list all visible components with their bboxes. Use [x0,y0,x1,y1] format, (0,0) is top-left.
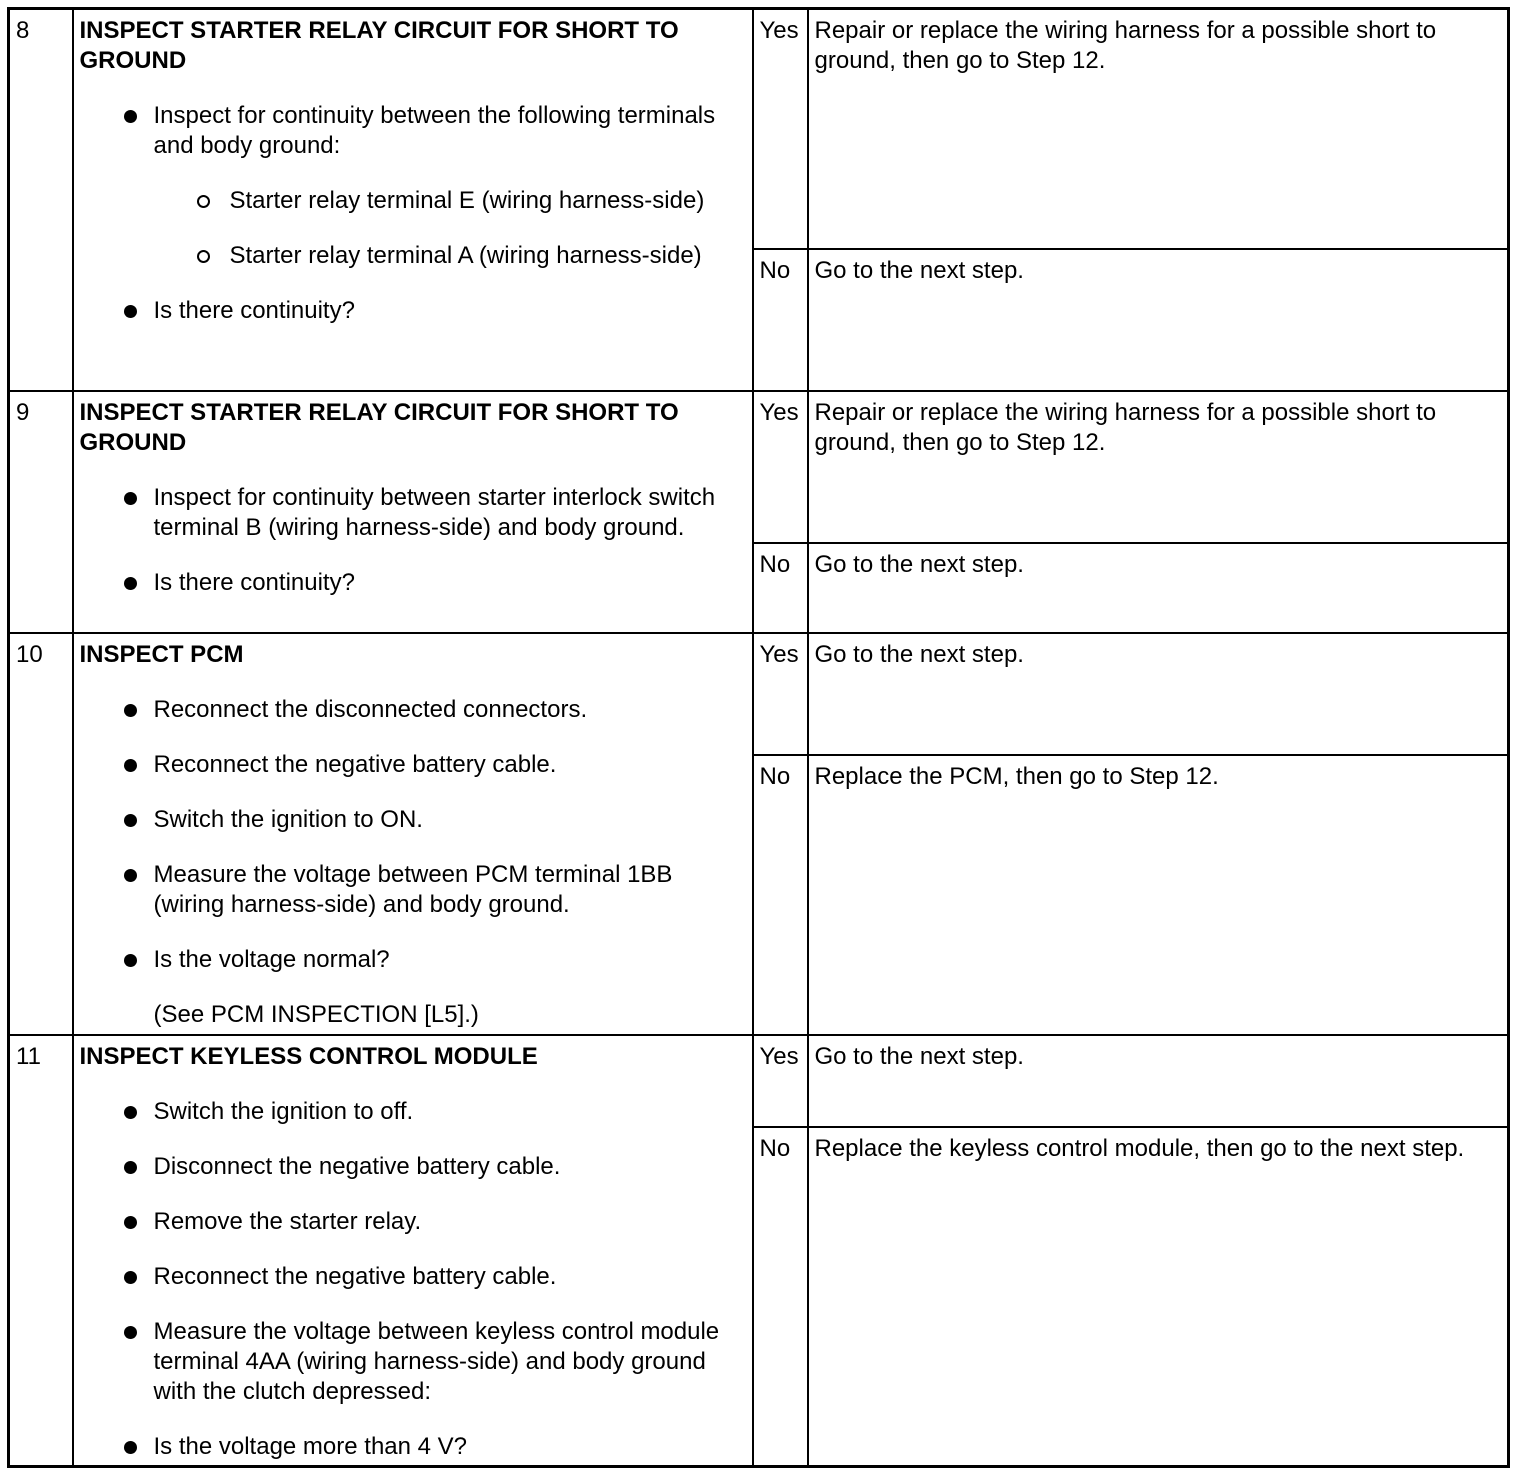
sub-bullet-item: Starter relay terminal A (wiring harness-side) [230,241,746,271]
step-title: INSPECT STARTER RELAY CIRCUIT FOR SHORT TO GROUND [79,398,679,456]
step-action [73,633,753,1035]
step-action [73,391,753,633]
bullet-item: Measure the voltage between keyless control module terminal 4AA (wiring harness-side) and body ground with the clutch depressed: [154,1317,746,1407]
no-result: Replace the keyless control module, then go to the next step. [808,1127,1509,1467]
step-action [73,9,753,391]
yes-result: Repair or replace the wiring harness for a possible short to ground, then go to Step 12. [808,391,1509,543]
step-number: 9 [9,391,73,633]
bullet-item: Measure the voltage between PCM terminal 1BB (wiring harness-side) and body ground. [154,860,746,920]
reference-note: (See PCM INSPECTION [L5].) [153,1000,479,1028]
table-row [9,633,1509,755]
yes-result: Go to the next step. [808,1035,1509,1127]
sub-bullet-item: Starter relay terminal E (wiring harness-side) [230,186,746,216]
no-result: Replace the PCM, then go to Step 12. [808,755,1509,1035]
yes-label: Yes [753,391,808,543]
yes-label: Yes [753,9,808,249]
yes-label: Yes [753,1035,808,1127]
bullet-item: Is the voltage normal? [154,945,746,975]
bullet-item: Remove the starter relay. [154,1207,746,1237]
bullet-list [80,101,746,326]
bullet-item: Switch the ignition to ON. [154,805,746,835]
yes-result: Repair or replace the wiring harness for a possible short to ground, then go to Step 12. [808,9,1509,249]
bullet-item: Is there continuity? [154,296,746,326]
bullet-item: Disconnect the negative battery cable. [154,1152,746,1182]
bullet-item: Is the voltage more than 4 V? [154,1432,746,1462]
step-title: INSPECT PCM [79,640,244,668]
bullet-list [80,483,746,598]
step-title: INSPECT KEYLESS CONTROL MODULE [79,1042,538,1070]
sub-bullet-list [154,186,746,271]
bullet-item: Is there continuity? [154,568,746,598]
no-label: No [753,543,808,633]
step-number: 10 [9,633,73,1035]
bullet-item: Inspect for continuity between the following terminals and body ground: Starter relay terminal E (wiring harness-side) Starter relay terminal A (wiring harness-side) [154,101,746,271]
no-result: Go to the next step. [808,543,1509,633]
bullet-item: Reconnect the negative battery cable. [154,1262,746,1292]
bullet-item: Switch the ignition to off. [154,1097,746,1127]
table-row [9,1035,1509,1127]
no-result: Go to the next step. [808,249,1509,391]
bullet-list [80,695,746,975]
bullet-item: Reconnect the disconnected connectors. [154,695,746,725]
diagnostic-table [7,7,1510,1468]
table-row [9,9,1509,249]
no-label: No [753,755,808,1035]
step-title: INSPECT STARTER RELAY CIRCUIT FOR SHORT TO GROUND [79,17,679,74]
yes-label: Yes [753,633,808,755]
step-number: 11 [9,1035,73,1467]
step-number: 8 [9,9,73,391]
bullet-item: Reconnect the negative battery cable. [154,750,746,780]
table-row [9,391,1509,543]
no-label: No [753,249,808,391]
step-action [73,1035,753,1467]
bullet-list [80,1097,746,1462]
bullet-item: Inspect for continuity between starter interlock switch terminal B (wiring harness-side) and body ground. [154,483,746,543]
yes-result: Go to the next step. [808,633,1509,755]
no-label: No [753,1127,808,1467]
